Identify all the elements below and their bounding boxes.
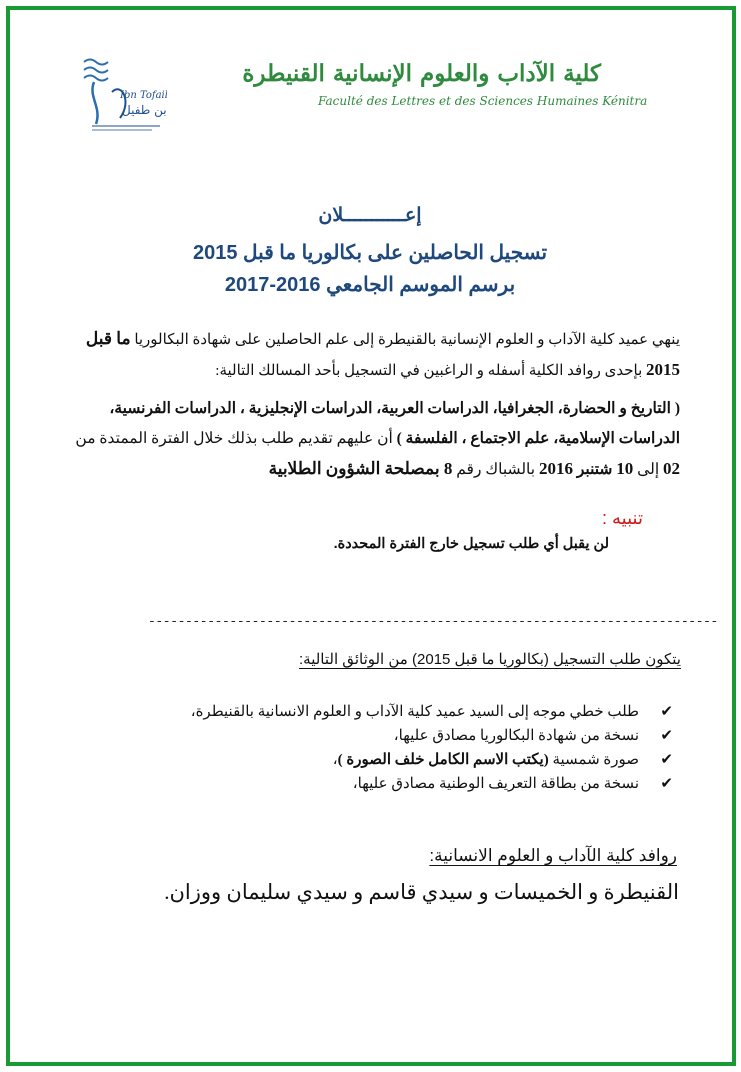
announcement-title: إعـــــــــــلان bbox=[318, 205, 422, 226]
logo-arabic-text: ابن طفيل bbox=[122, 103, 167, 117]
annexes-heading: روافد كلية الآداب و العلوم الانسانية: bbox=[429, 846, 677, 865]
checkmark-icon: ✔ bbox=[660, 776, 673, 792]
documents-list bbox=[153, 700, 673, 796]
logo-latin-text: Ibn Tofail bbox=[120, 90, 167, 101]
notice-label: تنبيه : bbox=[602, 508, 643, 528]
list-item: ✔طلب خطي موجه إلى السيد عميد كلية الآداب و العلوم الانسانية بالقنيطرة، bbox=[153, 700, 673, 724]
list-item: ✔نسخة من بطاقة التعريف الوطنية مصادق عليها، bbox=[153, 772, 673, 796]
checkmark-icon: ✔ bbox=[660, 752, 673, 768]
programs-paragraph: ( التاريخ و الحضارة، الجغرافيا، الدراسات العربية، الدراسات الإنجليزية ، الدراسات الفرنسية، الدراسات الإسلامية، علم الاجتماع ، الفلسفة ) أن عليهم تقديم طلب بذلك خلال الفترة الممتدة من 02 إلى 10 شتنبر 2016 بالشباك رقم 8 بمصلحة الشؤون الطلابية bbox=[75, 400, 680, 478]
checkmark-icon: ✔ bbox=[660, 704, 673, 720]
announcement-subtitle: تسجيل الحاصلين على بكالوريا ما قبل 2015 bbox=[192, 242, 548, 264]
checkmark-icon: ✔ bbox=[660, 728, 673, 744]
annexes-list: القنيطرة و الخميسات و سيدي قاسم و سيدي سليمان ووزان. bbox=[164, 880, 679, 904]
university-logo bbox=[72, 52, 167, 140]
documents-heading: يتكون طلب التسجيل (بكالوريا ما قبل 2015) من الوثائق التالية: bbox=[299, 651, 681, 668]
intro-paragraph: ينهي عميد كلية الآداب و العلوم الإنسانية بالقنيطرة إلى علم الحاصلين على شهادة البكالوريا ما قبل 2015 بإحدى روافد الكلية أسفله و الراغبين في التسجيل بأحد المسالك التالية: bbox=[85, 329, 680, 379]
faculty-name-arabic: كلية الآداب والعلوم الإنسانية القنيطرة bbox=[242, 60, 601, 87]
separator-line: ----------------------------------------------------------------------------- bbox=[148, 614, 718, 629]
list-item: ✔نسخة من شهادة البكالوريا مصادق عليها، bbox=[153, 724, 673, 748]
notice-text: لن يقبل أي طلب تسجيل خارج الفترة المحددة. bbox=[333, 536, 609, 552]
list-item: ✔صورة شمسية (يكتب الاسم الكامل خلف الصورة )، bbox=[153, 748, 673, 772]
academic-season: برسم الموسم الجامعي 2016-2017 bbox=[224, 274, 516, 296]
faculty-name-french: Faculté des Lettres et des Sciences Humaines Kénitra bbox=[318, 94, 648, 108]
logo-waves-icon bbox=[84, 60, 108, 81]
